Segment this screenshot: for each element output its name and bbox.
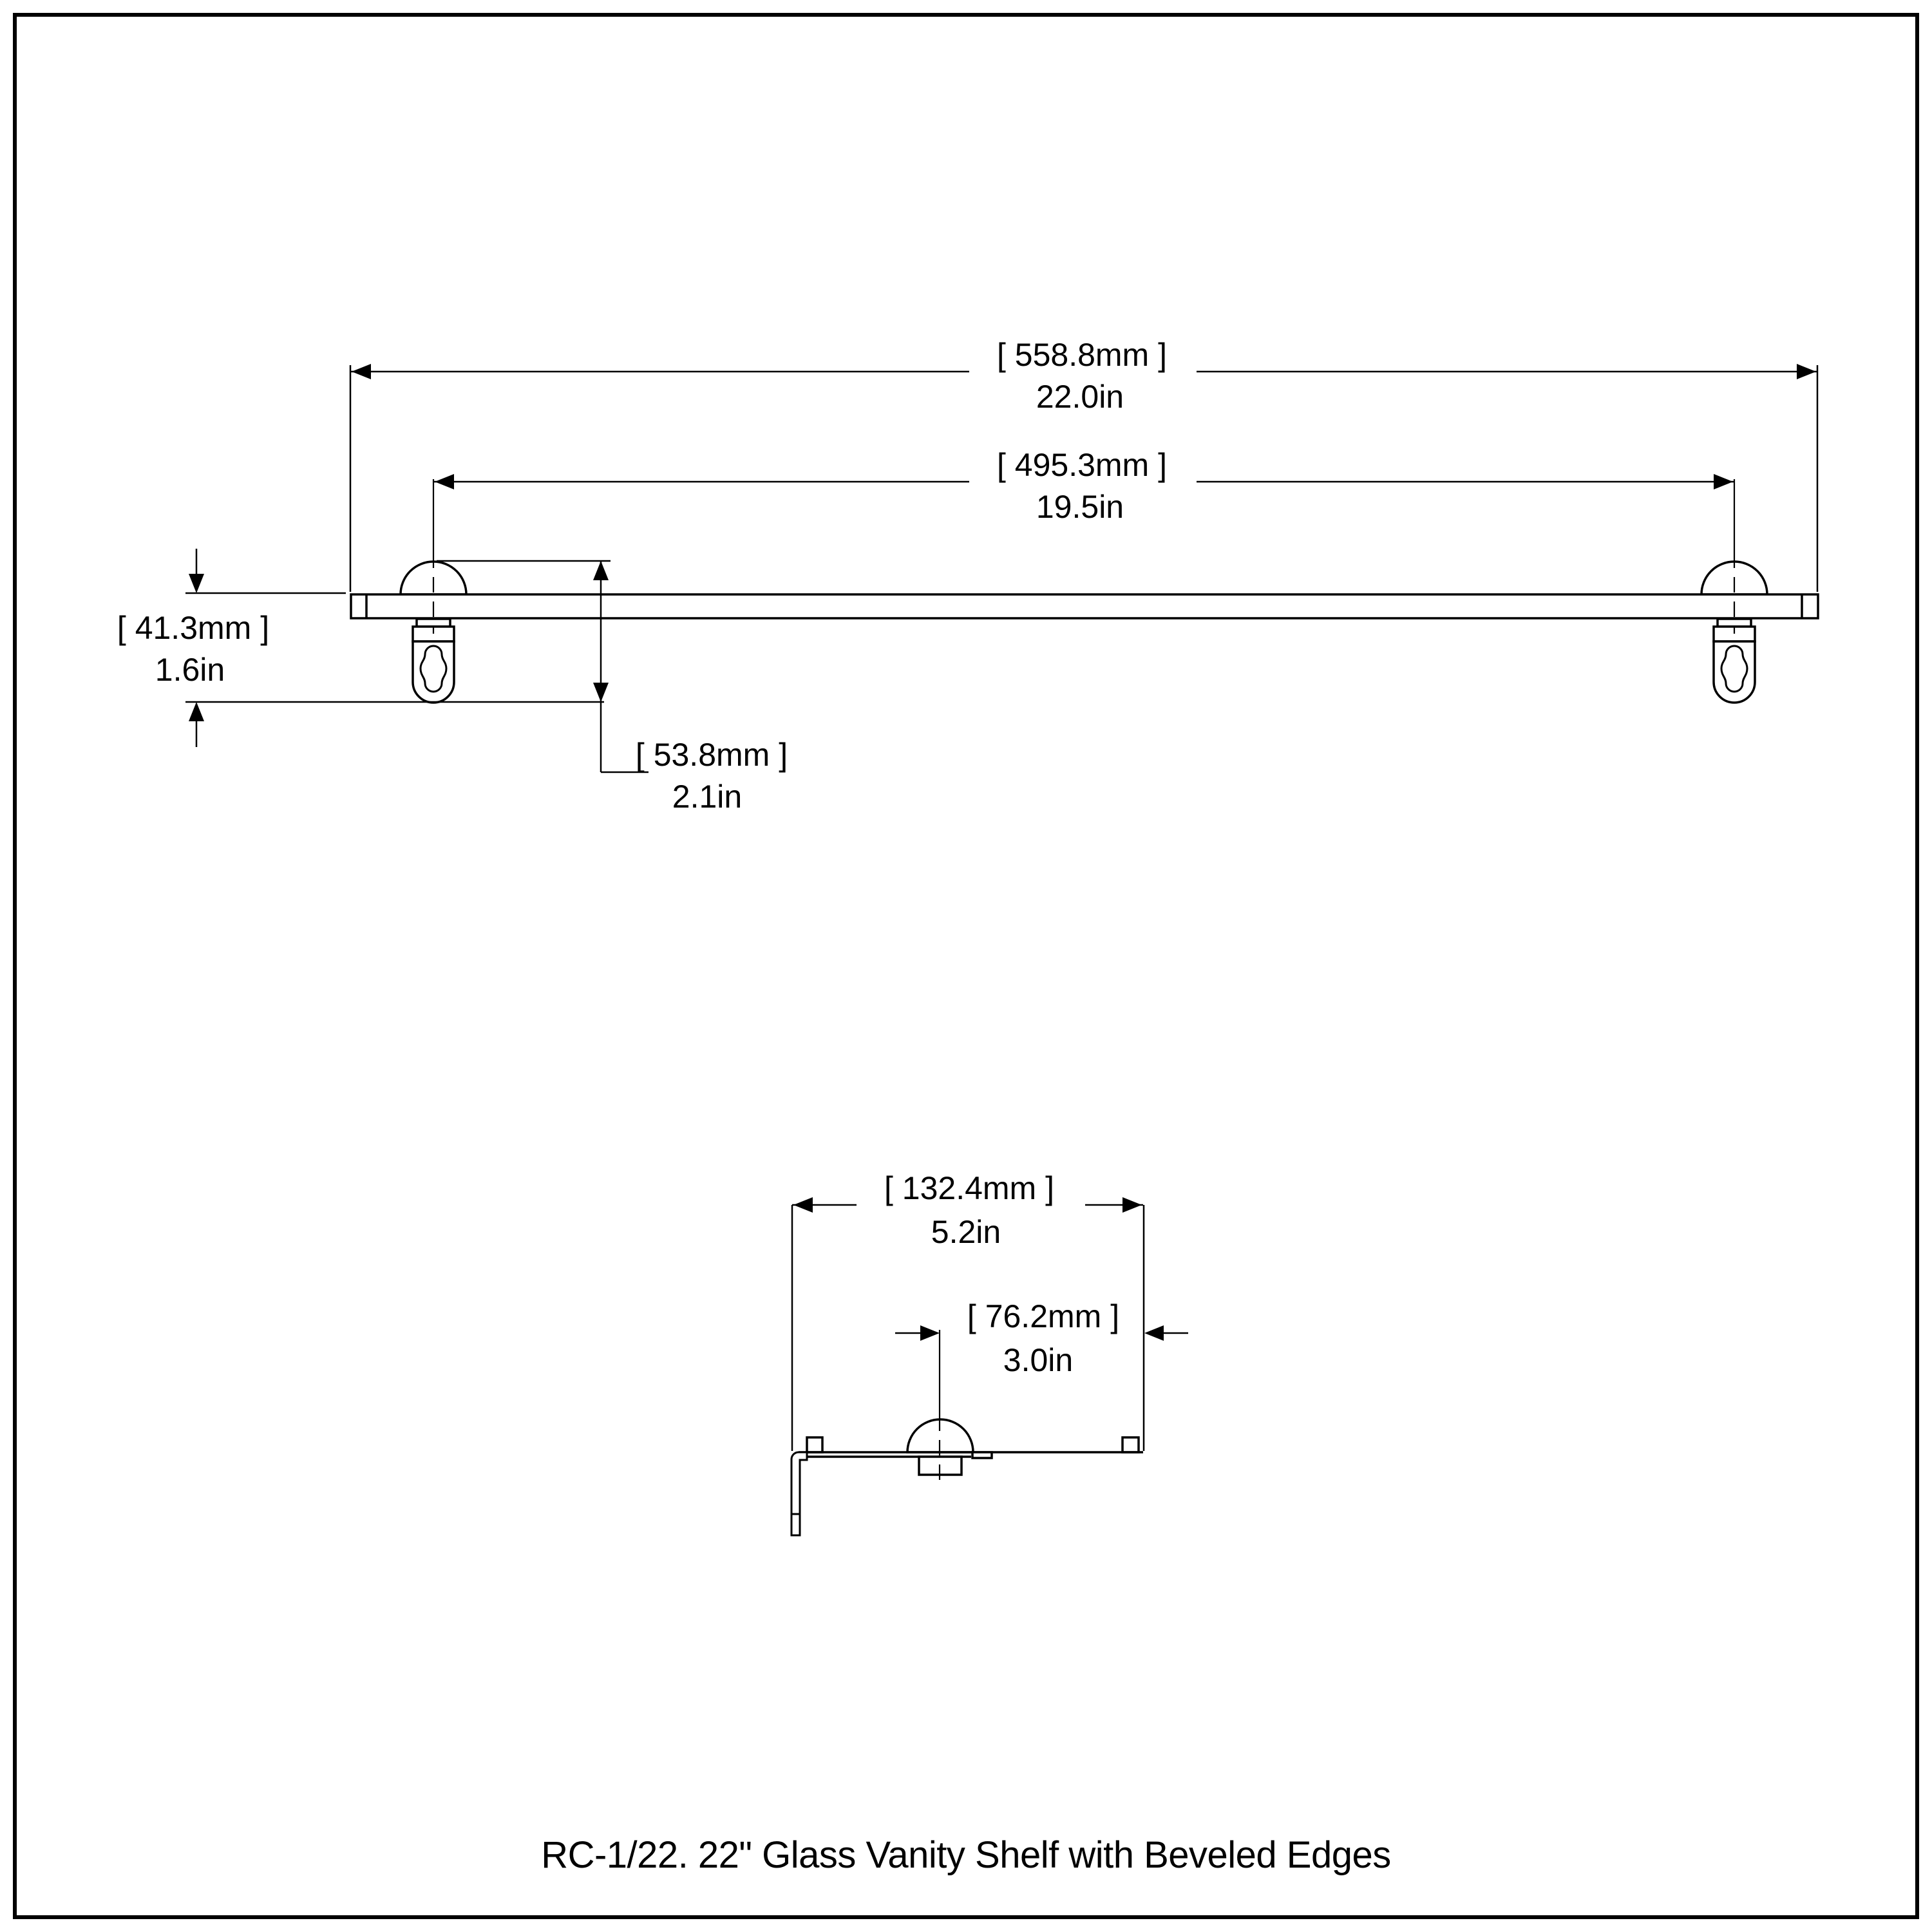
- dim-assembly-height: [117, 549, 604, 747]
- wall-plate-bracket: [791, 1452, 807, 1535]
- arrowhead-up: [189, 702, 204, 721]
- dim-drop-in: 2.1in: [672, 779, 743, 815]
- dim-depth-mm: [ 132.4mm ]: [884, 1170, 1054, 1206]
- keyhole-slot: [421, 646, 446, 692]
- dim-overall-width-mm: [ 558.8mm ]: [997, 337, 1167, 373]
- side-view: [791, 1170, 1188, 1535]
- arrowhead-right: [1122, 1197, 1142, 1213]
- arrowhead-right: [920, 1325, 940, 1341]
- dim-assembly-height-mm: [ 41.3mm ]: [117, 610, 270, 646]
- arrowhead-down: [593, 683, 609, 702]
- arrowhead-left: [435, 474, 454, 489]
- dim-setback-mm: [ 76.2mm ]: [967, 1298, 1120, 1334]
- page-border: [15, 15, 1917, 1917]
- front-edge-bevel-face: [1122, 1437, 1139, 1452]
- back-edge-bevel-face: [807, 1437, 822, 1452]
- bracket-neck: [417, 619, 450, 627]
- dim-depth-in: 5.2in: [931, 1214, 1001, 1250]
- dim-overall-width-in: 22.0in: [1036, 379, 1124, 415]
- arrowhead-left: [793, 1197, 813, 1213]
- arrowhead-right: [1797, 364, 1816, 379]
- arrowhead-up: [593, 561, 609, 580]
- dim-setback-in: 3.0in: [1003, 1342, 1074, 1378]
- glass-shelf-front: [351, 594, 1818, 618]
- bracket-neck: [1718, 619, 1751, 627]
- dim-post-spacing: [433, 447, 1734, 525]
- dim-post-spacing-mm: [ 495.3mm ]: [997, 447, 1167, 483]
- glass-bevel-mark: [972, 1452, 992, 1458]
- keyhole-slot: [1721, 646, 1747, 692]
- dim-assembly-height-in: 1.6in: [155, 652, 225, 688]
- arrowhead-left: [1144, 1325, 1164, 1341]
- arrowhead-left: [352, 364, 371, 379]
- drawing-caption: RC-1/22. 22" Glass Vanity Shelf with Beveled Edges: [541, 1834, 1391, 1876]
- arrowhead-down: [189, 574, 204, 593]
- wall-plate-outline: [791, 1452, 807, 1535]
- front-view: [117, 337, 1818, 815]
- arrowhead-right: [1714, 474, 1733, 489]
- dim-post-spacing-in: 19.5in: [1036, 489, 1124, 525]
- dim-drop-mm: [ 53.8mm ]: [635, 737, 788, 773]
